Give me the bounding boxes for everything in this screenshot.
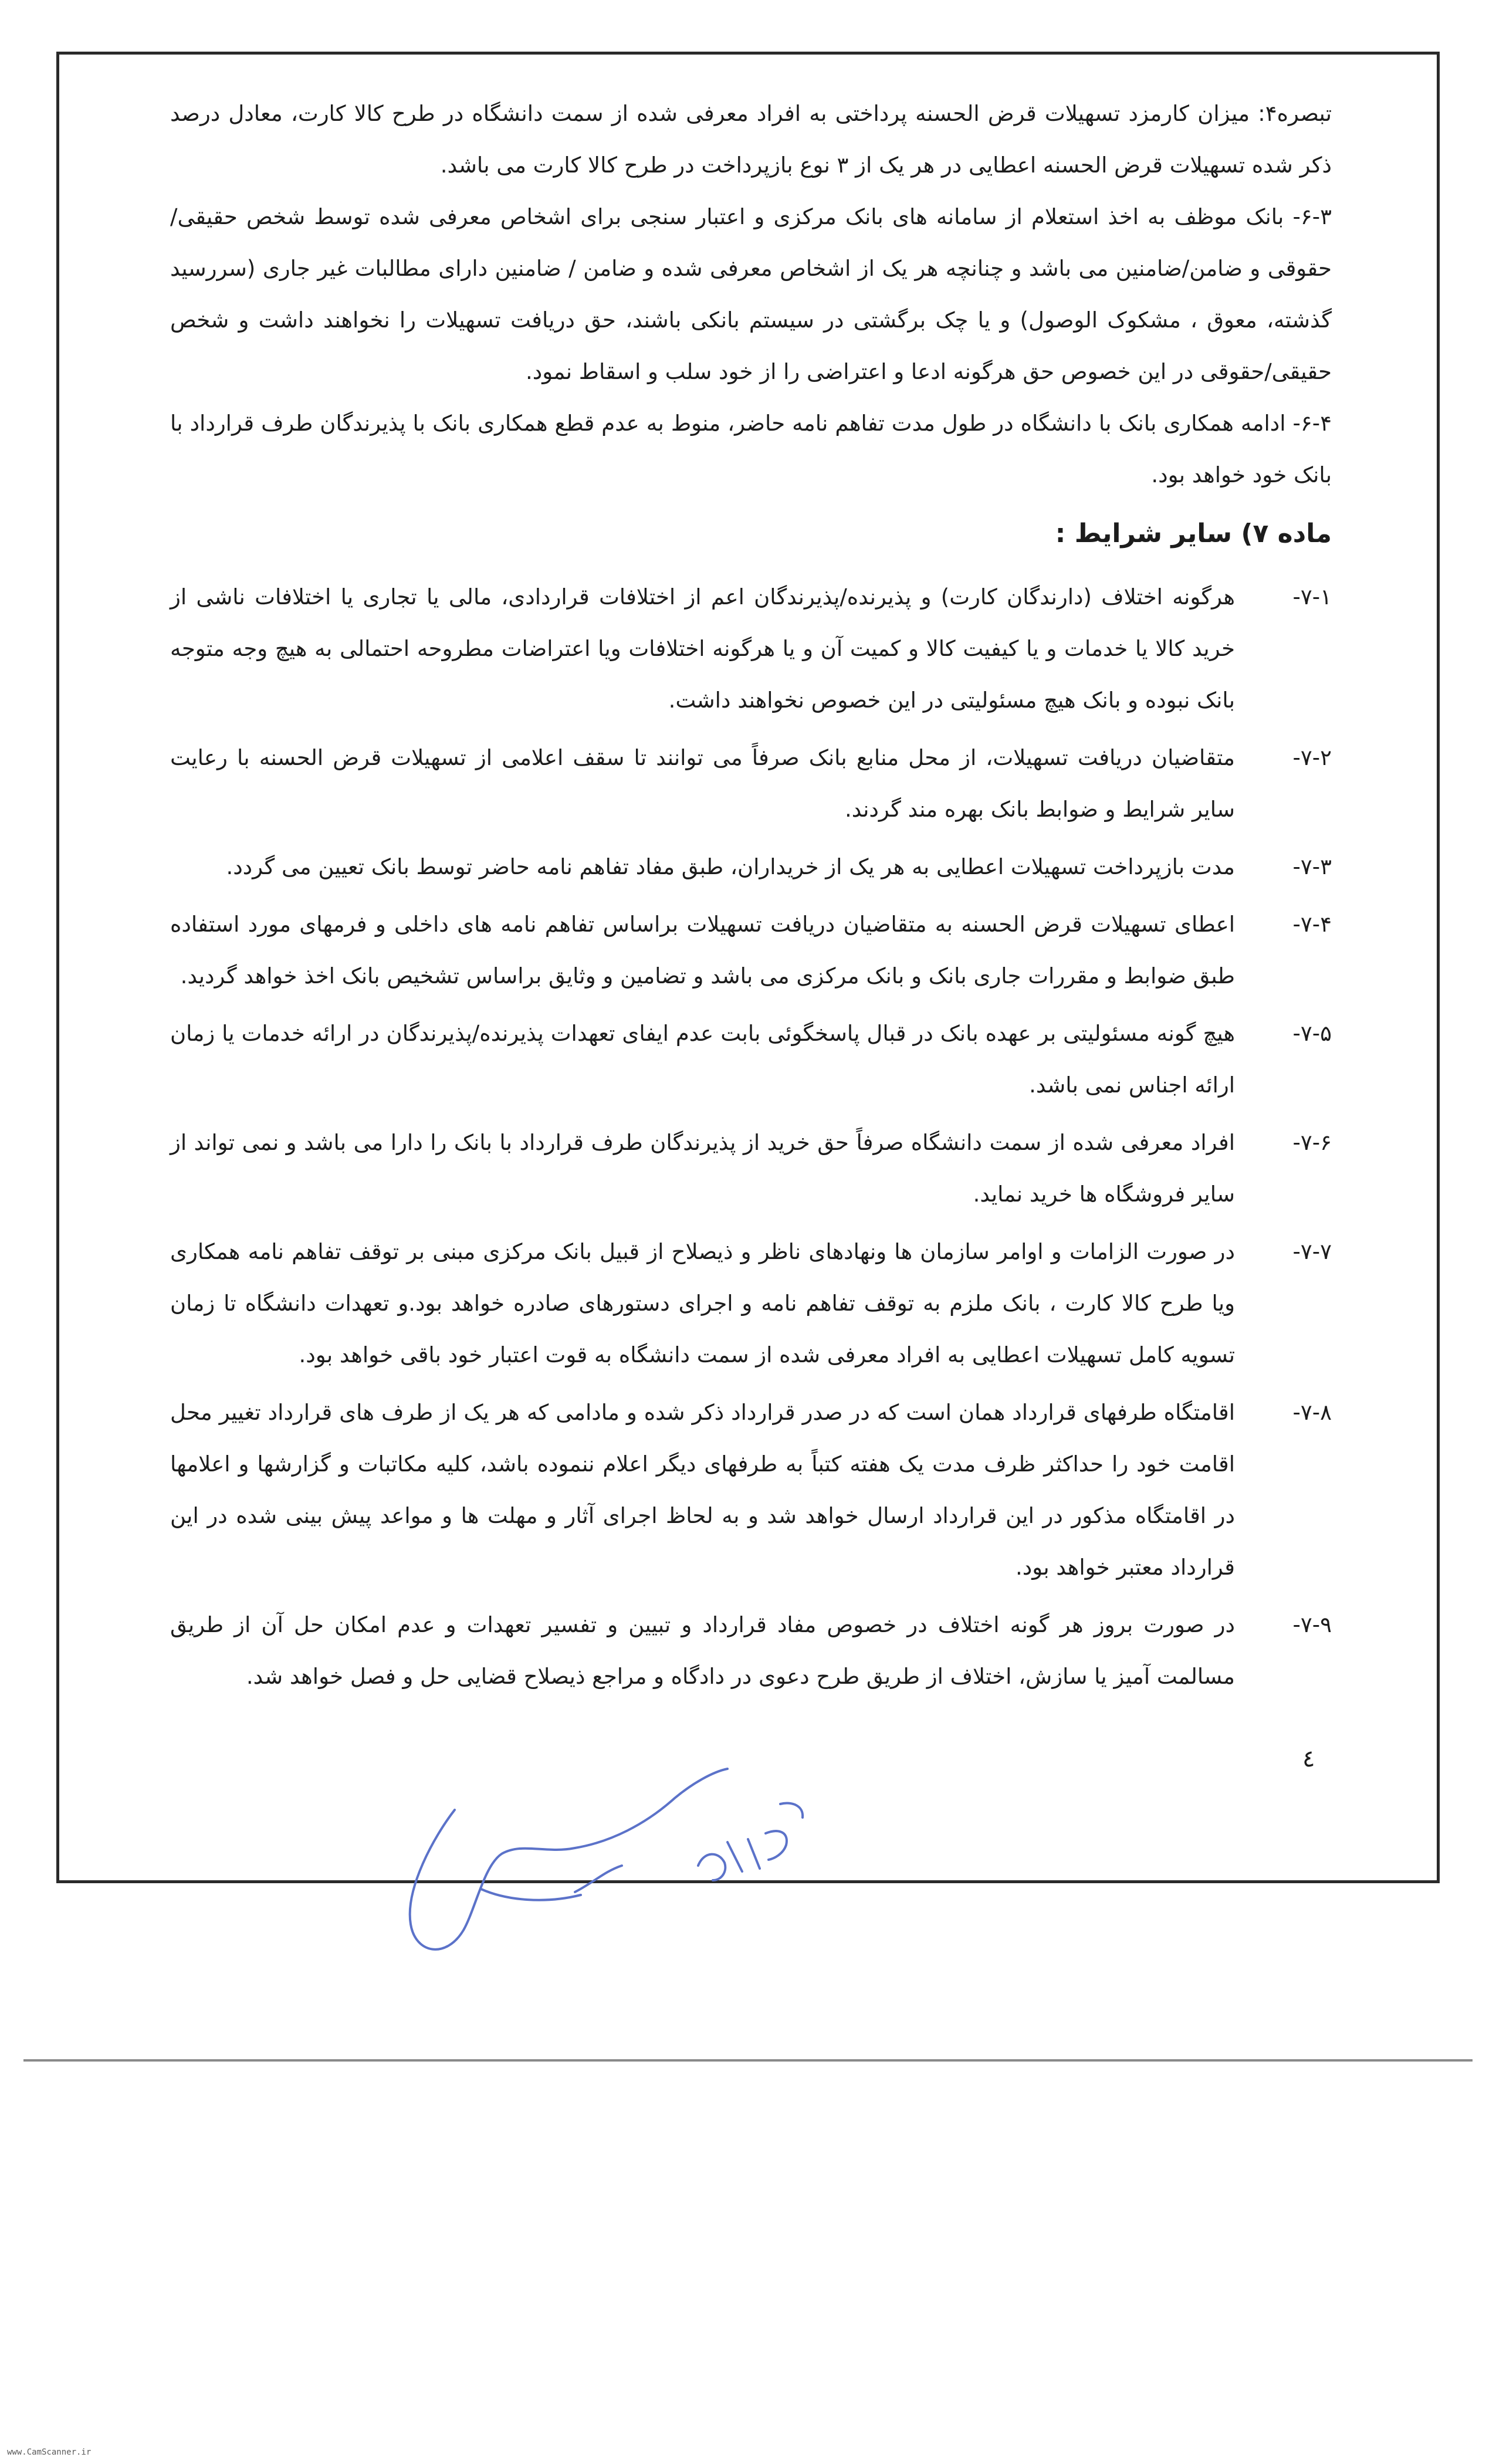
clause-number: ۷-۲-: [1292, 745, 1332, 770]
clause-7-2: [170, 732, 1332, 835]
clause-7-6: [170, 1117, 1332, 1220]
clause-7-3: [170, 841, 1332, 893]
clause-7-1: [170, 571, 1332, 726]
scan-bottom-divider: [23, 2059, 1473, 2062]
clause-6-4-paragraph: ۶-۴- ادامه همکاری بانک با دانشگاه در طول مدت تفاهم نامه حاضر، منوط به عدم قطع همکاری بانک با پذیرندگان طرف قرارداد با بانک خود خواهد بود.: [170, 411, 1332, 488]
clause-number: ۷-۷-: [1292, 1239, 1332, 1264]
clause-text: افراد معرفی شده از سمت دانشگاه صرفاً حق خرید از پذیرندگان طرف قرارداد با بانک را دارا می باشد و نمی تواند از سایر فروشگاه ها خرید نماید.: [170, 1130, 1235, 1207]
clause-text: هرگونه اختلاف (دارندگان کارت) و پذیرنده/پذیرندگان اعم از اختلافات قراردادی، مالی یا تجاری یا اختلافات ناشی از خرید کالا یا خدمات و یا کیفیت کالا و کمیت آن و یا هرگونه اختلافات ویا اعتراضات مطروحه احتمالی به هیچ وجه متوجه بانک نبوده و بانک هیچ مسئولیتی در این خصوص نخواهند داشت.: [170, 584, 1235, 713]
clause-7-5: [170, 1008, 1332, 1111]
clause-number: ۷-۱-: [1292, 584, 1332, 610]
clause-7-4: [170, 899, 1332, 1002]
clause-text: متقاضیان دریافت تسهیلات، از محل منابع بانک صرفاً می توانند تا سقف اعلامی از تسهیلات قرض الحسنه با رعایت سایر شرایط و ضوابط بانک بهره مند گردند.: [170, 745, 1235, 822]
clause-text: هیچ گونه مسئولیتی بر عهده بانک در قبال پاسخگوئی بابت عدم ایفای تعهدات پذیرنده/پذیرندگان در ارائه خدمات یا زمان ارائه اجناس نمی باشد.: [170, 1021, 1235, 1098]
clause-number: ۷-۹-: [1292, 1612, 1332, 1637]
clause-text: در صورت بروز هر گونه اختلاف در خصوص مفاد قرارداد و تبیین و تفسیر تعهدات و عدم امکان حل آن از طریق مسالمت آمیز یا سازش، اختلاف از طریق طرح دعوی در دادگاه و مراجع ذیصلاح قضایی حل و فصل خواهد شد.: [170, 1612, 1235, 1689]
scanner-watermark: www.CamScanner.ir: [7, 2448, 92, 2457]
clause-number: ۷-۳-: [1292, 854, 1332, 879]
clause-number: ۷-۴-: [1292, 912, 1332, 937]
article-7-title: ماده ۷) سایر شرایط :: [1055, 519, 1332, 549]
clause-number: ۷-۶-: [1292, 1130, 1332, 1155]
document-body: [170, 88, 1332, 1708]
note-4-paragraph: تبصره۴: میزان کارمزد تسهیلات قرض الحسنه پرداختی به افراد معرفی شده از سمت دانشگاه در طرح کالا کارت، معادل درصد ذکر شده تسهیلات قرض الحسنه اعطایی در هر یک از ۳ نوع بازپرداخت در طرح کالا کارت می باشد.: [170, 101, 1332, 178]
clause-number: ۷-۸-: [1292, 1400, 1332, 1425]
clause-7-7: [170, 1226, 1332, 1381]
clause-text: اقامتگاه طرفهای قرارداد همان است که در صدر قرارداد ذکر شده و مادامی که هر یک از طرف های قرارداد تغییر محل اقامت خود را حداکثر ظرف مدت یک هفته کتباً به طرفهای دیگر اعلام ننموده باشد، کلیه مکاتبات و گزارشها و اعلامها در اقامتگاه مذکور در این قرارداد ارسال خواهد شد و به لحاظ اجرای آثار و مهلت ها و مواعد پیش بینی شده در این قرارداد معتبر خواهد بود.: [170, 1400, 1235, 1580]
clause-7-9: [170, 1599, 1332, 1703]
clause-text: در صورت الزامات و اوامر سازمان ها ونهادهای ناظر و ذیصلاح از قبیل بانک مرکزی مبنی بر توقف تفاهم نامه همکاری ویا طرح کالا کارت ، بانک ملزم به توقف تفاهم نامه و اجرای دستورهای صادره خواهد بود.و تعهدات دانشگاه تا زمان تسویه کامل تسهیلات اعطایی به افراد معرفی شده از سمت دانشگاه به قوت اعتبار خود باقی خواهد بود.: [170, 1239, 1235, 1368]
clause-7-8: [170, 1387, 1332, 1593]
handwritten-signature: [399, 1754, 821, 1971]
clause-number: ۷-۵-: [1292, 1021, 1332, 1046]
clause-6-3-paragraph: ۶-۳- بانک موظف به اخذ استعلام از سامانه های بانک مرکزی و اعتبار سنجی برای اشخاص معرفی شده توسط شخص حقیقی/حقوقی و ضامن/ضامنین می باشد و چنانچه هر یک از اشخاص معرفی شده و ضامن / ضامنین دارای مطالبات غیر جاری (سررسید گذشته، معوق ، مشکوک الوصول) و یا چک برگشتی در سیستم بانکی باشند، حق دریافت تسهیلات را نخواهند داشت و شخص حقیقی/حقوقی در این خصوص حق هرگونه ادعا و اعتراضی را از خود سلب و اسقاط نمود.: [170, 204, 1332, 384]
page-number: ٤: [1302, 1745, 1315, 1772]
clause-text: اعطای تسهیلات قرض الحسنه به متقاضیان دریافت تسهیلات براساس تفاهم نامه های داخلی و فرمهای مورد استفاده طبق ضوابط و مقررات جاری بانک و بانک مرکزی می باشد و تضامین و وثایق براساس تشخیص بانک اخذ خواهد گردید.: [170, 912, 1235, 989]
clause-text: مدت بازپرداخت تسهیلات اعطایی به هر یک از خریداران، طبق مفاد تفاهم نامه حاضر توسط بانک تعیین می گردد.: [226, 854, 1235, 879]
